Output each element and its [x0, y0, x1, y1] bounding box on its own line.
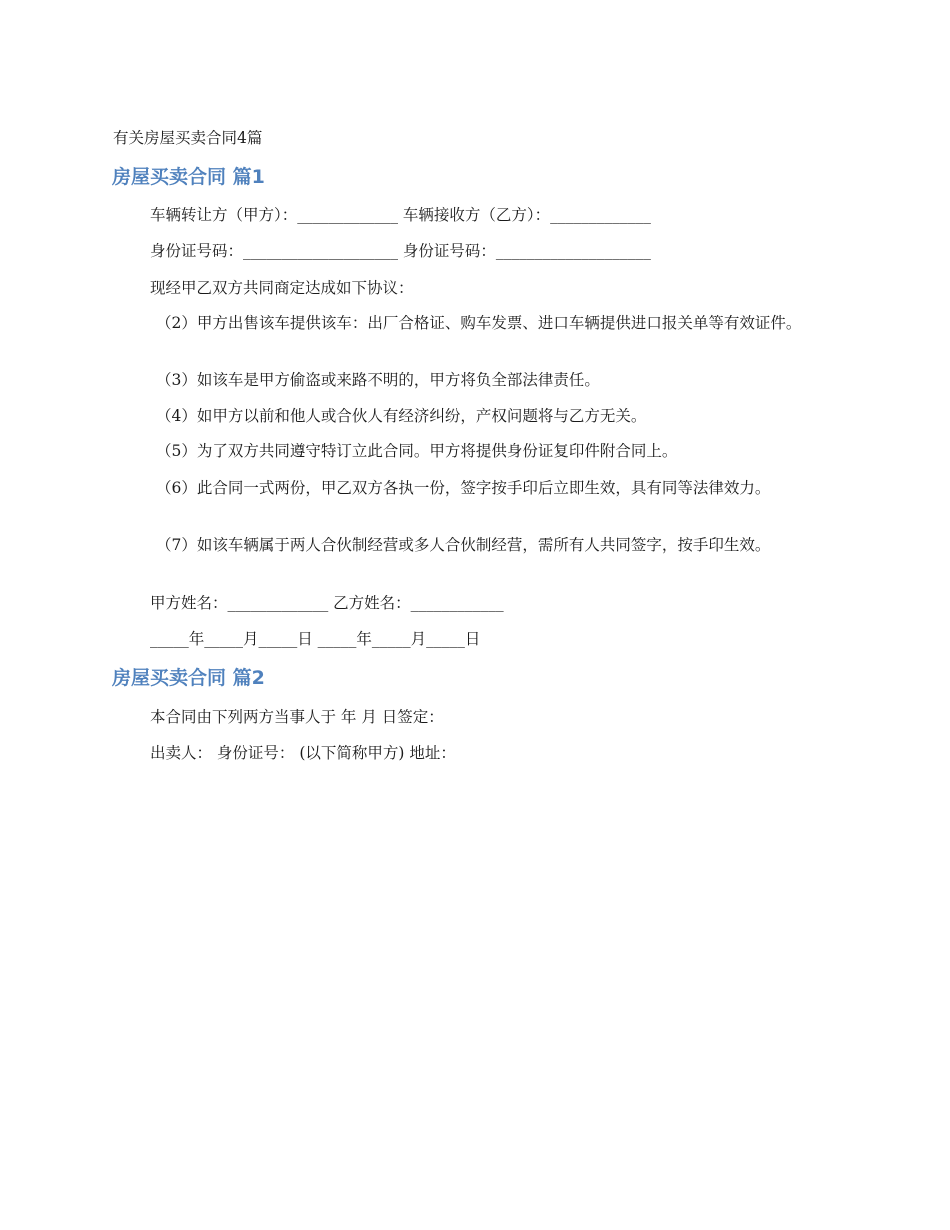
- document-title: 有关房屋买卖合同4篇: [113, 129, 263, 147]
- id-number-line: 身份证号码：____________________ 身份证号码：____________________: [150, 242, 651, 260]
- clause-6: （6）此合同一式两份，甲乙双方各执一份，签字按手印后立即生效，具有同等法律效力。: [156, 479, 771, 497]
- contract-date-line: 本合同由下列两方当事人于 年 月 日签定：: [150, 708, 444, 726]
- party-line: 车辆转让方（甲方）：_____________ 车辆接收方（乙方）：_____________: [150, 206, 651, 224]
- clause-7: （7）如该车辆属于两人合伙制经营或多人合伙制经营，需所有人共同签字，按手印生效。: [156, 536, 771, 554]
- section-heading-1: 房屋买卖合同 篇1: [112, 166, 265, 188]
- signature-date-line: _____年_____月_____日 _____年_____月_____日: [150, 630, 481, 648]
- section-heading-2: 房屋买卖合同 篇2: [112, 667, 265, 689]
- clause-5: （5）为了双方共同遵守特订立此合同。甲方将提供身份证复印件附合同上。: [156, 442, 678, 460]
- signature-names-line: 甲方姓名：_____________ 乙方姓名：____________: [150, 594, 504, 612]
- clause-4: （4）如甲方以前和他人或合伙人有经济纠纷，产权问题将与乙方无关。: [156, 407, 647, 425]
- agreement-intro: 现经甲乙双方共同商定达成如下协议：: [150, 279, 414, 297]
- clause-2: （2）甲方出售该车提供该车：出厂合格证、购车发票、进口车辆提供进口报关单等有效证件。: [156, 314, 802, 332]
- clause-3: （3）如该车是甲方偷盗或来路不明的，甲方将负全部法律责任。: [156, 371, 600, 389]
- seller-info-line: 出卖人： 身份证号： (以下简称甲方) 地址：: [150, 744, 456, 762]
